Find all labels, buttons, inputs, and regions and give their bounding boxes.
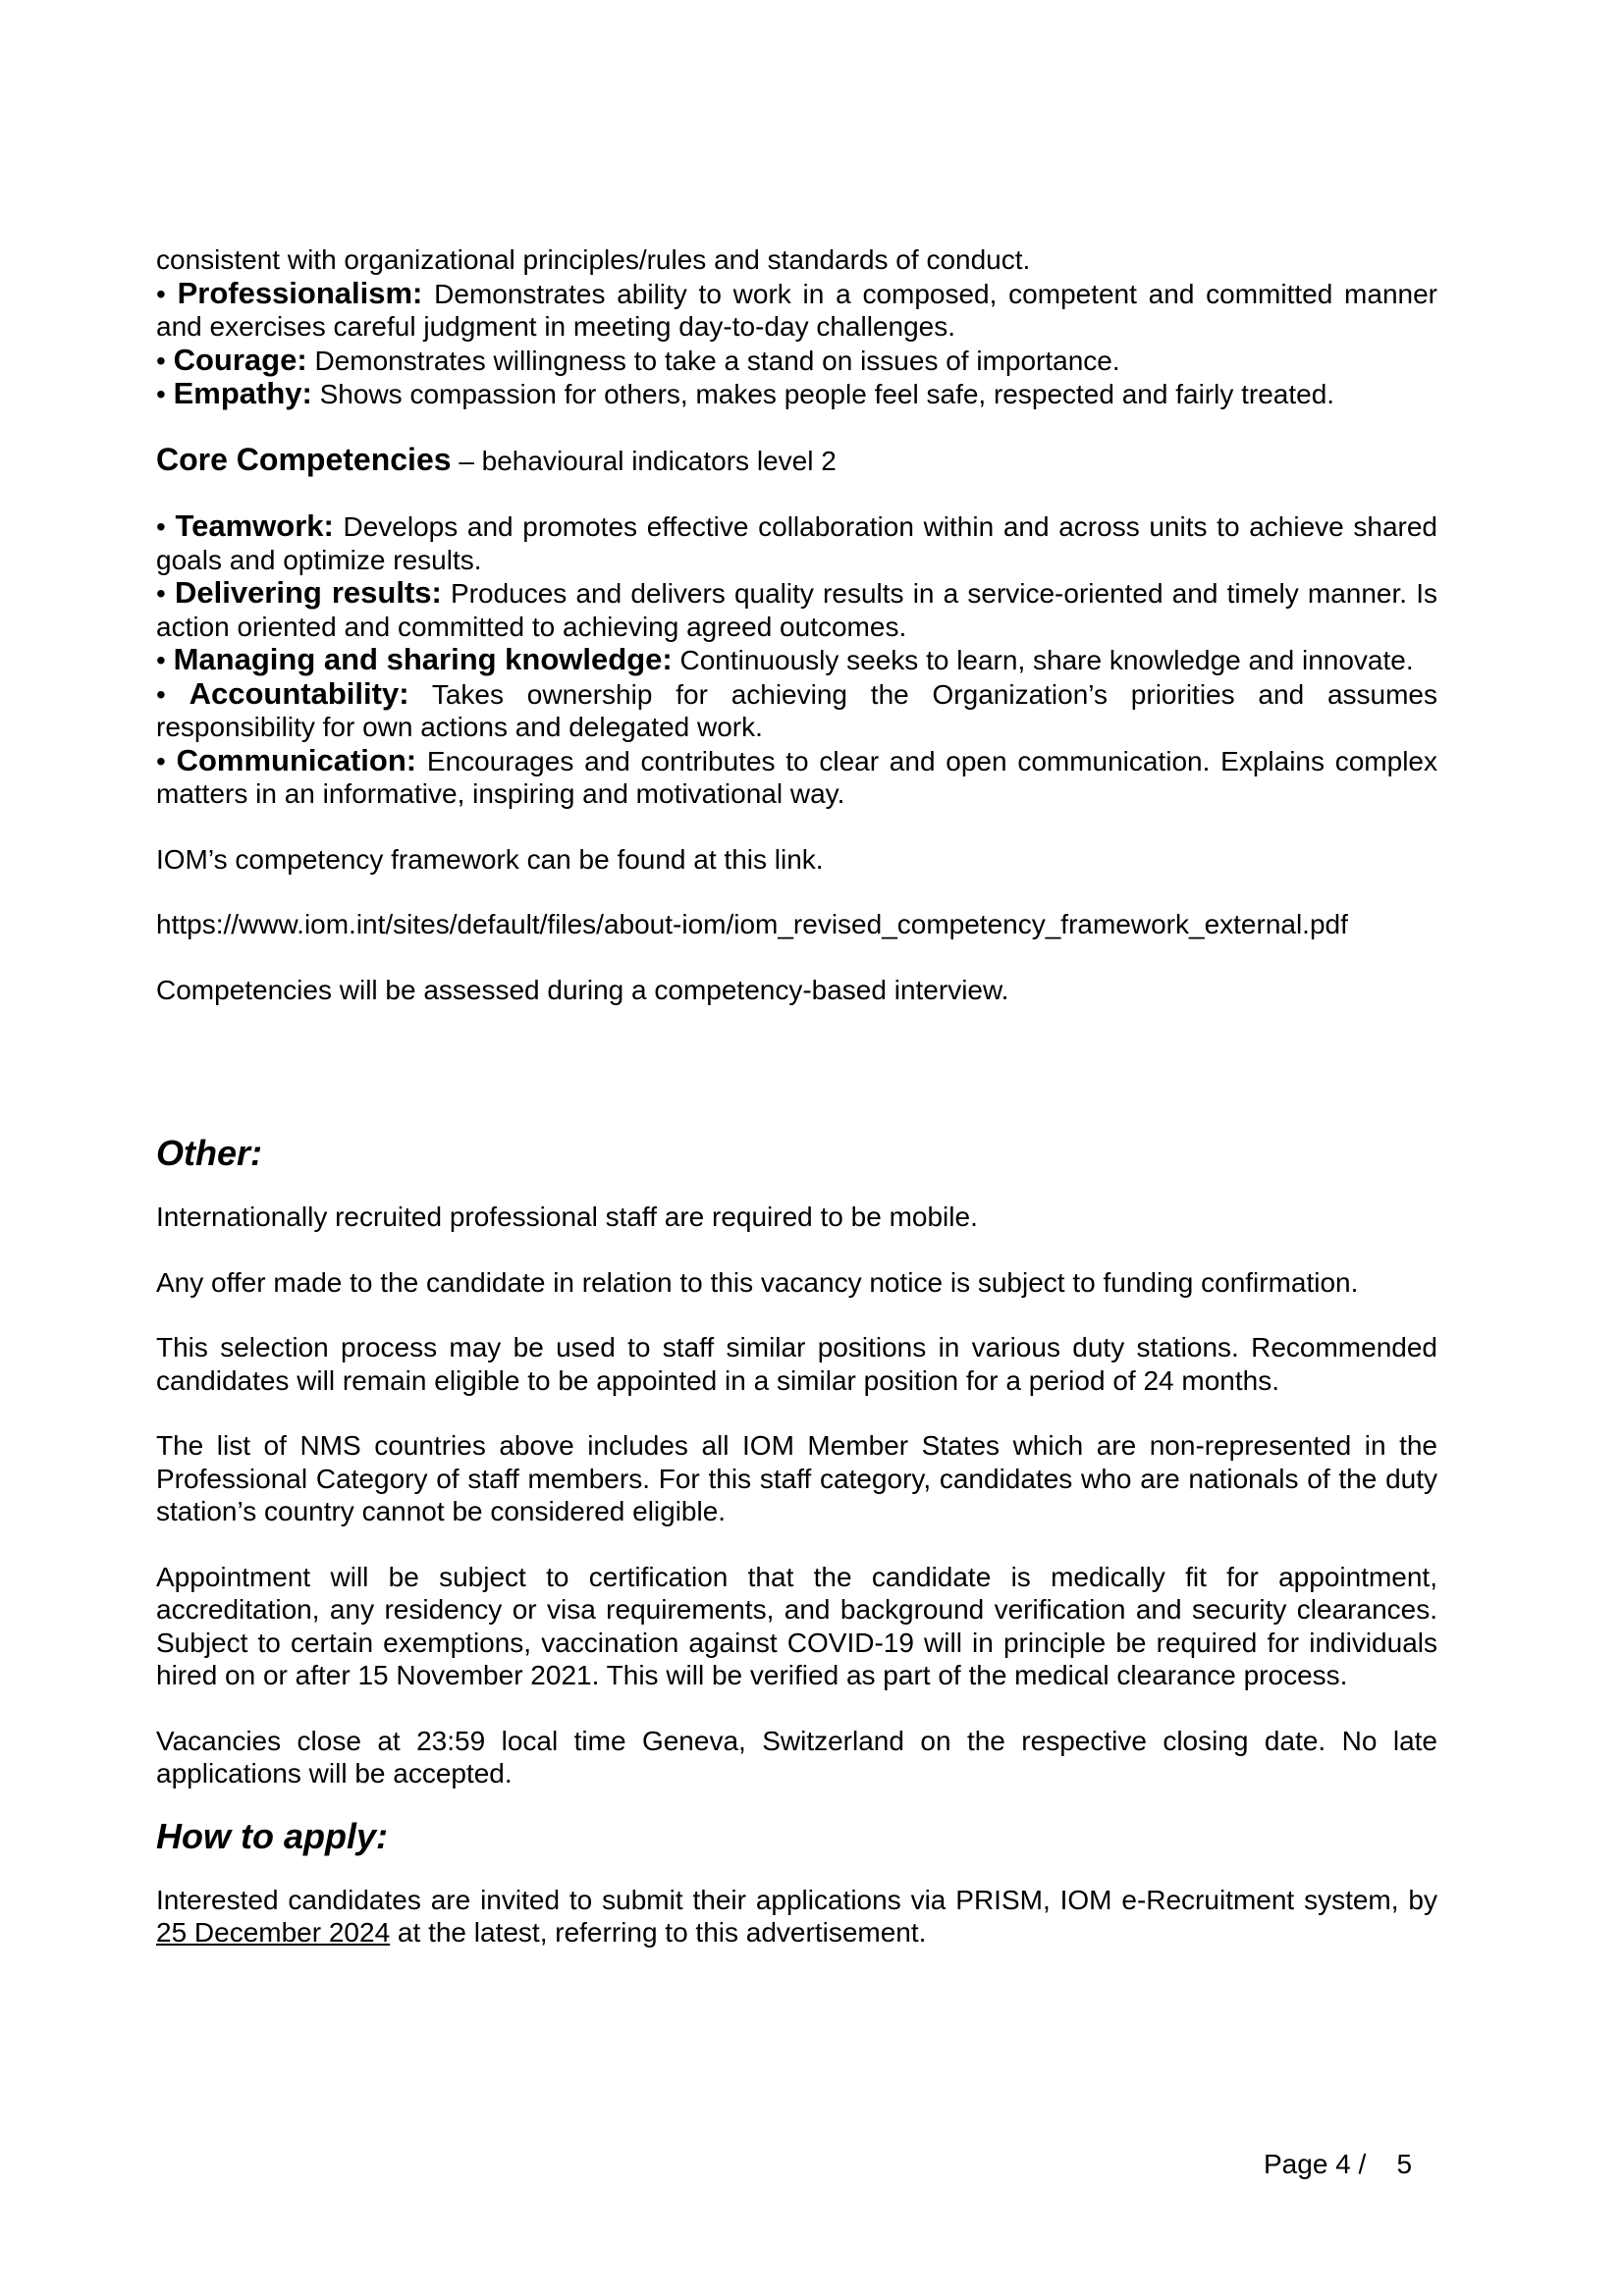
competency-item-managing-knowledge: • Managing and sharing knowledge: Continuously seeks to learn, share knowledge and innovate. [156,642,1414,676]
other-heading: Other: [156,1133,262,1173]
how-to-apply-heading: How to apply: [156,1815,388,1856]
framework-text: IOM’s competency framework can be found at this link. [156,843,824,875]
value-text: Demonstrates willingness to take a stand on issues of importance. [314,345,1120,376]
competency-item-accountability: • Accountability: Takes ownership for achieving the Organization’s priorities and assumes responsibility for own actions and delegated work. [156,675,1437,742]
value-term: Empathy: [173,376,312,410]
competency-item-communication: • Communication: Encourages and contributes to clear and open communication. Explains complex matters in an informative, inspiring and motivational way. [156,742,1438,809]
value-item-courage: • Courage: Demonstrates willingness to take a stand on issues of importance. [156,342,1120,377]
competency-term: Delivering results: [174,575,442,610]
other-paragraph: Internationally recruited professional staff are required to be mobile. [156,1201,978,1232]
competency-text: Encourages and contributes to clear and open communication. Explains complex matters in an informative, inspiring and motivational way. [156,745,1438,809]
page-footer [1264,2148,1412,2181]
apply-text-after: at the latest, referring to this advertisement. [390,1917,927,1948]
competency-item-teamwork: • Teamwork: Develops and promotes effective collaboration within and across units to achieve shared goals and optimize results. [156,508,1437,575]
competency-term: Accountability: [189,675,409,711]
competency-text: Produces and delivers quality results in a service-oriented and timely manner. Is action oriented and committed to achieving agreed outcomes. [156,578,1437,642]
apply-paragraph [156,1884,1437,1949]
other-paragraph: Any offer made to the candidate in relation to this vacancy notice is subject to funding confirmation. [156,1266,1359,1298]
page-number-label: Page 4 / [1264,2149,1367,2179]
core-competencies-heading [156,441,1437,478]
other-paragraph: This selection process may be used to staff similar positions in various duty stations. Recommended candidates will remain eligible to be appointed in a similar position for a period of 24 months. [156,1332,1437,1396]
other-paragraph: Vacancies close at 23:59 local time Geneva, Switzerland on the respective closing date. No late applications will be accepted. [156,1725,1437,1789]
competency-text: Takes ownership for achieving the Organization’s priorities and assumes responsibility for own actions and delegated work. [156,678,1437,742]
value-term: Courage: [173,342,307,377]
framework-link[interactable]: https://www.iom.int/sites/default/files/about-iom/iom_revised_competency_framework_external.pdf [156,909,1348,939]
value-text: Demonstrates ability to work in a composed, competent and committed manner and exercises careful judgment in meeting day-to-day challenges. [156,278,1437,342]
competency-term: Managing and sharing knowledge: [173,642,673,676]
other-paragraph: Appointment will be subject to certification that the candidate is medically fit for appointment, accreditation, any residency or visa requirements, and background verification and security clearances. Subject to certain exemptions, vaccination against COVID-19 will in principle be required for individuals hired on or after 15 November 2021. This will be verified as part of the medical clearance process. [156,1561,1437,1690]
apply-text-before: Interested candidates are invited to submit their applications via PRISM, IOM e-Recruitment system, by [156,1884,1437,1915]
competency-item-delivering-results: • Delivering results: Produces and delivers quality results in a service-oriented and timely manner. Is action oriented and committed to achieving agreed outcomes. [156,575,1437,642]
competency-term: Teamwork: [175,508,334,543]
assessment-text: Competencies will be assessed during a competency-based interview. [156,974,1009,1005]
competency-text: Continuously seeks to learn, share knowledge and innovate. [679,645,1414,675]
document-page [156,243,1437,1949]
value-text: Shows compassion for others, makes people feel safe, respected and fairly treated. [319,379,1335,409]
core-competencies-title: Core Competencies [156,441,452,477]
page-total: 5 [1396,2149,1413,2179]
other-paragraph: The list of NMS countries above includes all IOM Member States which are non-represented in the Professional Category of staff members. For this staff category, candidates who are nationals of the duty station’s country cannot be considered eligible. [156,1430,1437,1526]
value-item-empathy: • Empathy: Shows compassion for others, makes people feel safe, respected and fairly treated. [156,376,1335,410]
core-competencies-subtitle: – behavioural indicators level 2 [459,445,837,476]
competency-text: Develops and promotes effective collaboration within and across units to achieve shared goals and optimize results. [156,511,1437,575]
value-term: Professionalism: [177,275,423,310]
value-item-professionalism: • Professionalism: Demonstrates ability to work in a composed, competent and committed manner and exercises careful judgment in meeting day-to-day challenges. [156,275,1437,342]
apply-deadline: 25 December 2024 [156,1917,391,1948]
competency-term: Communication: [176,742,417,777]
values-intro-line: consistent with organizational principles/rules and standards of conduct. [156,244,1031,275]
